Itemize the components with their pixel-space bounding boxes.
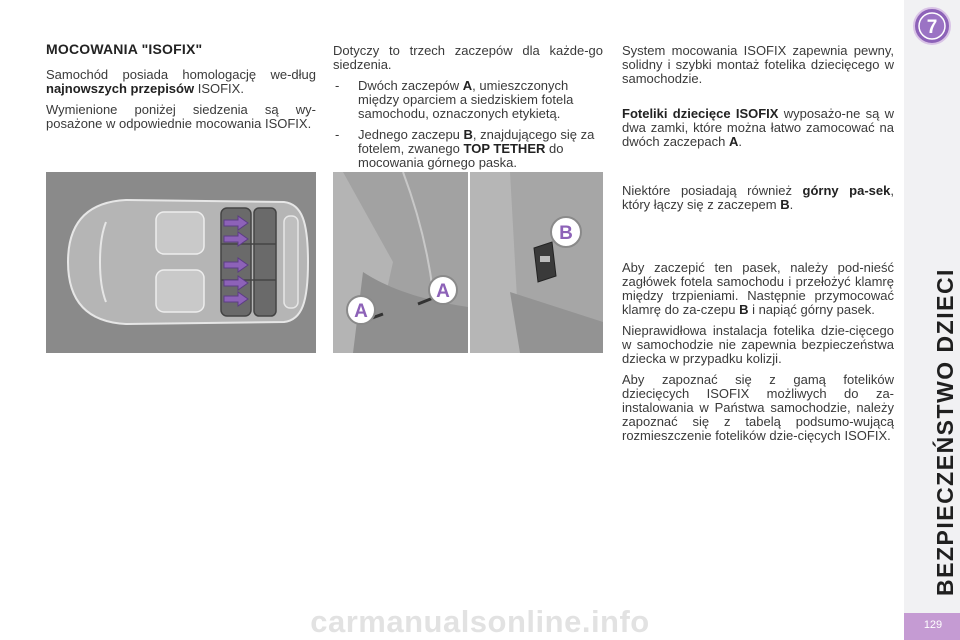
text-span: . [738,134,742,149]
column-1 [46,42,316,138]
paragraph-top-strap [622,184,894,212]
list-dash: - [335,127,340,142]
column-2 [333,44,603,177]
paragraph-homologation [46,68,316,96]
list-item-anchor-b [333,128,603,170]
section-heading: MOCOWANIA "ISOFIX" [46,41,203,57]
paragraph-anchors-intro: Dotyczy to trzech zaczepów dla każde-go siedzenia. [333,43,603,72]
paragraph-attach-strap [622,261,894,317]
text-span: Aby zaczepić ten pasek, należy pod-nieść zagłówek fotela samochodu i przełożyć klamrę między trzpieniami. Następnie przymocować klamrę do za-czepu [622,260,894,317]
car-top-view-illustration [46,172,316,353]
bold-span: B [463,127,473,142]
bold-span: TOP TETHER [463,141,546,156]
anchor-list [333,79,603,170]
text-span: Niektóre posiadają również [622,183,803,198]
paragraph-warning: Nieprawidłowa instalacja fotelika dzie-cięcego w samochodzie nie zapewnia bezpieczeństwa dziecka w przypadku kolizji. [622,323,894,366]
bold-span: Foteliki dziecięce ISOFIX [622,106,779,121]
text-span: Dwóch zaczepów [358,78,463,93]
bold-span: B [780,197,790,212]
seat-anchors-illustration [333,172,468,353]
paragraph-system: System mocowania ISOFIX zapewnia pewny, solidny i szybki montaż fotelika dziecięcego w samochodzie. [622,43,894,86]
text-span: , który łączy się z zaczepem [622,183,894,212]
list-dash: - [335,78,340,93]
figure-top-tether [470,172,603,353]
text-span: . [789,197,794,212]
text-span: Jednego zaczepu [358,127,464,142]
bold-span: najnowszych przepisów [46,81,195,96]
text-span: do mocowania górnego paska. [358,141,564,170]
label-b: B [559,223,573,244]
bold-span: A [462,78,473,93]
figure-seat-anchors [333,172,468,353]
paragraph-range: Aby zapoznać się z gamą fotelików dziecięcych ISOFIX możliwych do za-instalowania w Państwa samochodzie, należy zapoznać się z tabelą podsumo-wującą rozmieszczenie fotelików dzie-cięcych ISOFIX. [622,372,894,443]
paragraph-seats: Wymienione poniżej siedzenia są wy-posażone w odpowiednie mocowania ISOFIX. [46,102,316,131]
paragraph-child-seats [622,107,894,149]
text-span: wyposażo-ne są w dwa zamki, które można łatwo zamocować na dwóch zaczepach [622,106,894,149]
chapter-number: 7 [926,17,938,38]
page-number: 129 [923,619,943,631]
column-3 [622,44,894,450]
chapter-7-badge-icon [912,6,952,46]
bold-span: B [739,302,749,317]
watermark-text: carmanualsonline.info [310,604,650,639]
bold-span: A [728,134,739,149]
chapter-title: BEZPIECZEŃSTWO DZIECI [932,268,958,596]
label-a-left: A [354,301,368,322]
top-tether-illustration [470,172,603,353]
text-span: Samochód posiada homologację we-dług [46,67,316,82]
bold-span: górny pa-sek [802,183,891,198]
text-span: , umieszczonych między oparciem a siedziskiem fotela samochodu, oznaczonych etykietą. [358,78,574,121]
text-span: i napiąć górny pasek. [748,302,875,317]
text-span: ISOFIX. [194,81,244,96]
text-span: , znajdującego się za fotelem, zwanego [358,127,595,156]
label-a-right: A [436,281,450,302]
list-item-anchor-a [333,79,603,121]
figure-car-top-view [46,172,316,353]
